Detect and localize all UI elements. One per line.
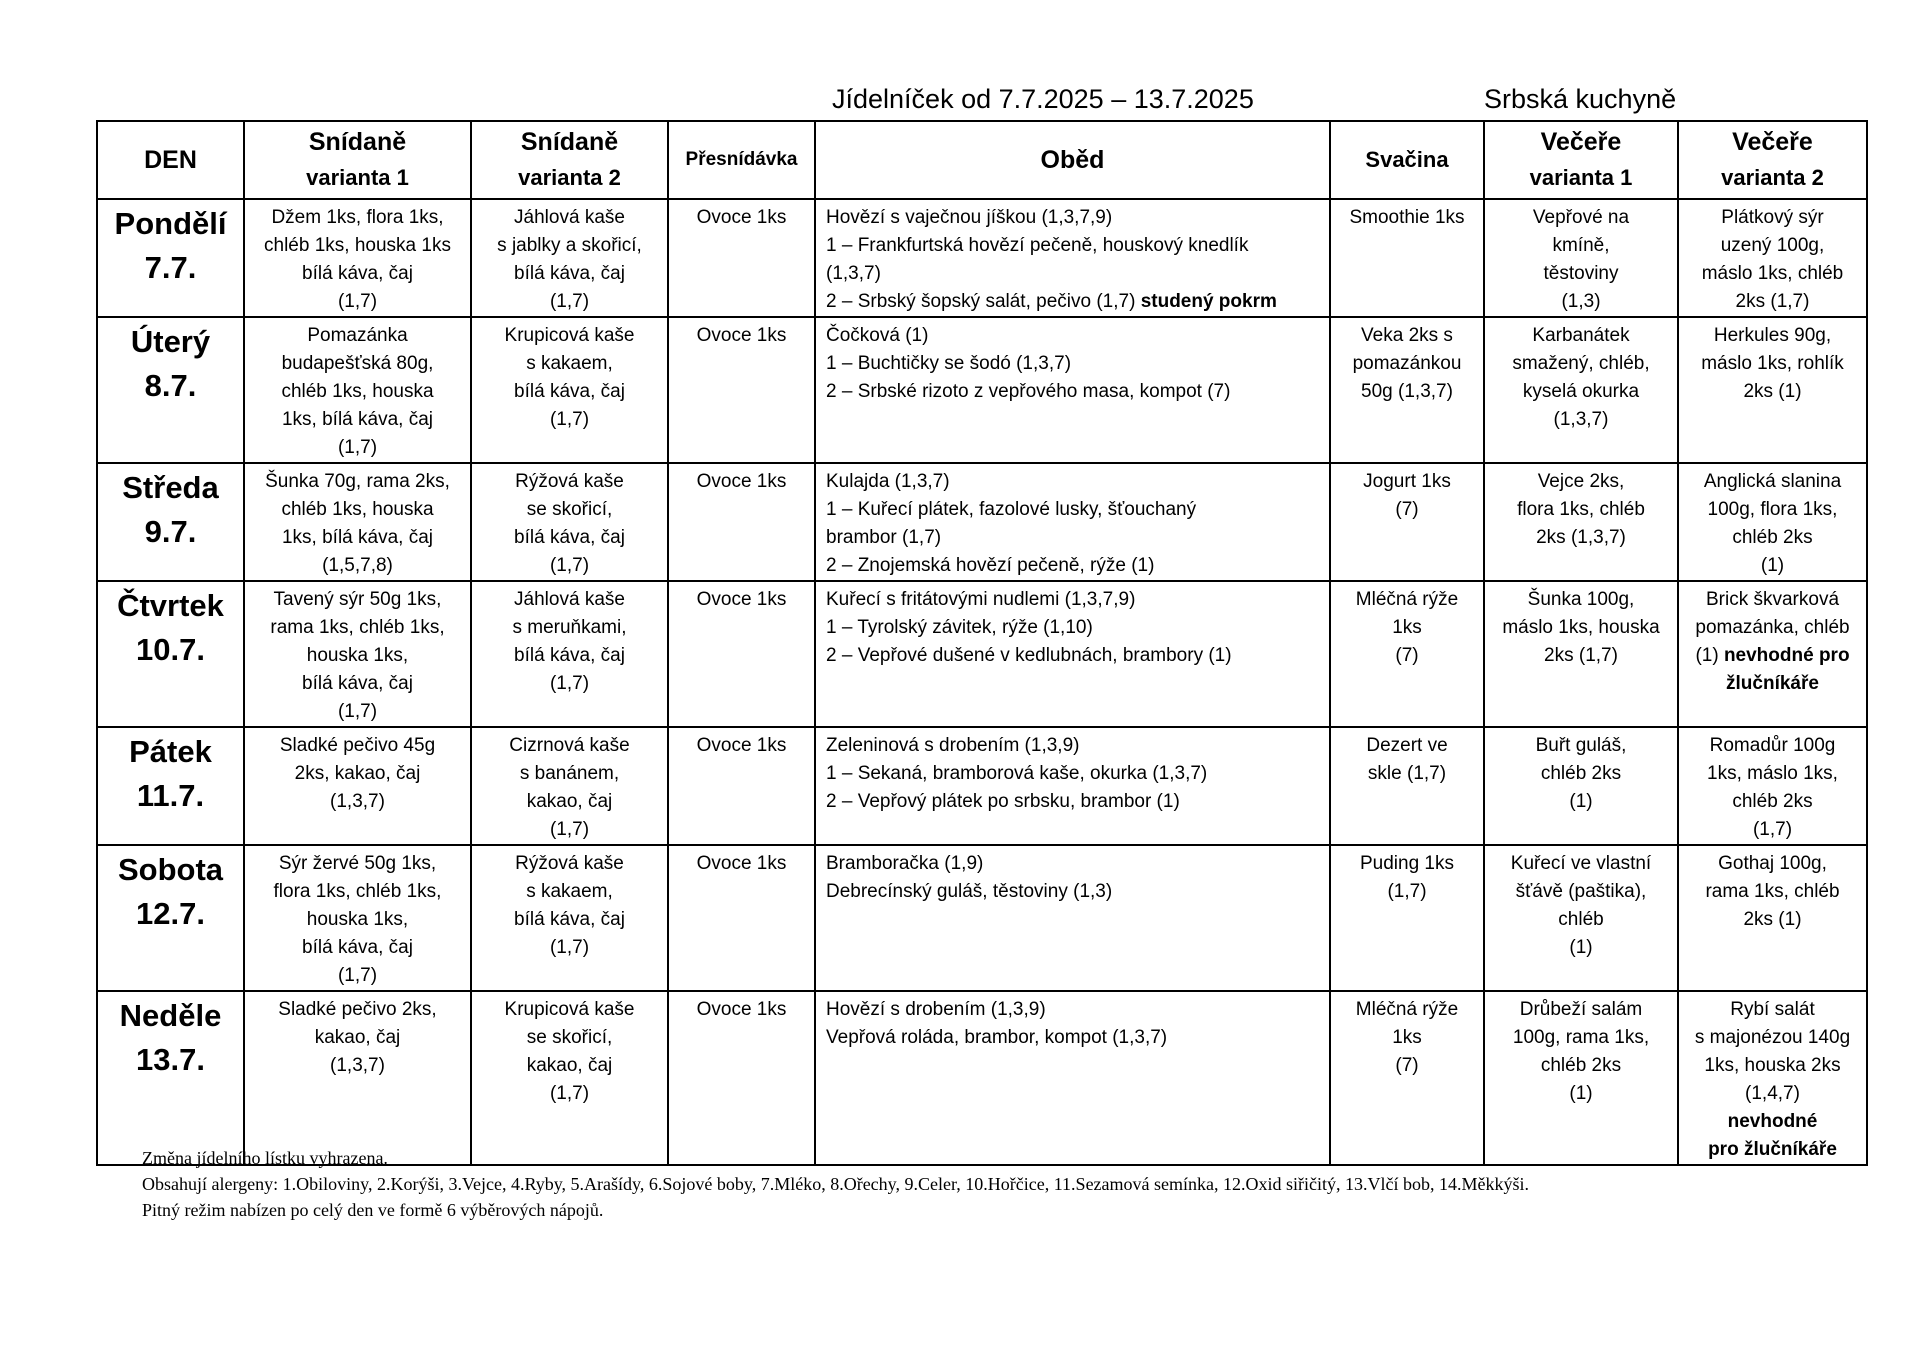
breakfast-2-cell: Rýžová kaše se skořicí, bílá káva, čaj (1,7) [471,463,668,581]
col-header-breakfast-2: Snídaně varianta 2 [471,121,668,199]
dinner-1-cell: Karbanátek smažený, chléb, kyselá okurka (1,3,7) [1484,317,1678,463]
morning-snack-cell: Ovoce 1ks [668,199,815,317]
morning-snack-cell: Ovoce 1ks [668,463,815,581]
lunch-cell: Čočková (1) 1 – Buchtičky se šodó (1,3,7) 2 – Srbské rizoto z vepřového masa, kompot (7) [815,317,1330,463]
lunch-cell: Kulajda (1,3,7) 1 – Kuřecí plátek, fazolové lusky, šťouchaný brambor (1,7) 2 – Znojemská hovězí pečeně, rýže (1) [815,463,1330,581]
afternoon-snack-cell: Smoothie 1ks [1330,199,1484,317]
lunch-cell: Hovězí s vaječnou jíškou (1,3,7,9) 1 – Frankfurtská hovězí pečeně, houskový knedlík (1,3,7) 2 – Srbský šopský salát, pečivo (1,7) studený pokrm [815,199,1330,317]
afternoon-snack-cell: Jogurt 1ks (7) [1330,463,1484,581]
breakfast-1-cell: Tavený sýr 50g 1ks, rama 1ks, chléb 1ks, houska 1ks, bílá káva, čaj (1,7) [244,581,471,727]
lunch-cell: Hovězí s drobením (1,3,9) Vepřová roláda, brambor, kompot (1,3,7) [815,991,1330,1165]
table-row [97,317,1867,463]
breakfast-1-cell: Sýr žervé 50g 1ks, flora 1ks, chléb 1ks, houska 1ks, bílá káva, čaj (1,7) [244,845,471,991]
dinner-2-cell: Rybí salát s majonézou 140g 1ks, houska 2ks (1,4,7) nevhodné pro žlučníkáře [1678,991,1867,1165]
breakfast-2-cell: Krupicová kaše s kakaem, bílá káva, čaj (1,7) [471,317,668,463]
morning-snack-cell: Ovoce 1ks [668,845,815,991]
gallbladder-warning: nevhodné pro [1723,645,1850,666]
col-header-breakfast-1: Snídaně varianta 1 [244,121,471,199]
table-row [97,991,1867,1165]
dinner-1-cell: Vejce 2ks, flora 1ks, chléb 2ks (1,3,7) [1484,463,1678,581]
day-cell: Středa 9.7. [97,463,244,581]
morning-snack-cell: Ovoce 1ks [668,317,815,463]
breakfast-2-cell: Cizrnová kaše s banánem, kakao, čaj (1,7) [471,727,668,845]
afternoon-snack-cell: Mléčná rýže 1ks (7) [1330,991,1484,1165]
day-cell: Pátek 11.7. [97,727,244,845]
dinner-1-cell: Šunka 100g, máslo 1ks, houska 2ks (1,7) [1484,581,1678,727]
afternoon-snack-cell: Mléčná rýže 1ks (7) [1330,581,1484,727]
dinner-2-cell: Romadůr 100g 1ks, máslo 1ks, chléb 2ks (1,7) [1678,727,1867,845]
breakfast-1-cell: Sladké pečivo 45g 2ks, kakao, čaj (1,3,7) [244,727,471,845]
morning-snack-cell: Ovoce 1ks [668,727,815,845]
lunch-cell: Zeleninová s drobením (1,3,9) 1 – Sekaná, bramborová kaše, okurka (1,3,7) 2 – Vepřový plátek po srbsku, brambor (1) [815,727,1330,845]
breakfast-2-cell: Rýžová kaše s kakaem, bílá káva, čaj (1,7) [471,845,668,991]
col-header-dinner-1: Večeře varianta 1 [1484,121,1678,199]
menu-change-note: Změna jídelního lístku vyhrazena. [142,1148,388,1168]
document-header [0,84,1920,120]
table-row [97,463,1867,581]
day-cell: Neděle 13.7. [97,991,244,1165]
weekly-menu-table [96,120,1868,1166]
day-cell: Sobota 12.7. [97,845,244,991]
header-row [97,121,1867,199]
breakfast-1-cell: Šunka 70g, rama 2ks, chléb 1ks, houska 1ks, bílá káva, čaj (1,5,7,8) [244,463,471,581]
table-row [97,199,1867,317]
menu-title: Jídelníček od 7.7.2025 – 13.7.2025 [832,84,1254,114]
dinner-1-cell: Vepřové na kmíně, těstoviny (1,3) [1484,199,1678,317]
dinner-2-cell: Brick škvarková pomazánka, chléb (1) nevhodné pro žlučníkáře [1678,581,1867,727]
morning-snack-cell: Ovoce 1ks [668,991,815,1165]
breakfast-1-cell: Sladké pečivo 2ks, kakao, čaj (1,3,7) [244,991,471,1165]
col-header-dinner-2: Večeře varianta 2 [1678,121,1867,199]
gallbladder-warning: nevhodné [1727,1111,1818,1132]
lunch-cell: Kuřecí s fritátovými nudlemi (1,3,7,9) 1 – Tyrolský závitek, rýže (1,10) 2 – Vepřové dušené v kedlubnách, brambory (1) [815,581,1330,727]
breakfast-2-cell: Krupicová kaše se skořicí, kakao, čaj (1,7) [471,991,668,1165]
dinner-2-cell: Herkules 90g, máslo 1ks, rohlík 2ks (1) [1678,317,1867,463]
dinner-1-cell: Kuřecí ve vlastní šťávě (paštika), chléb (1) [1484,845,1678,991]
afternoon-snack-cell: Veka 2ks s pomazánkou 50g (1,3,7) [1330,317,1484,463]
dinner-2-cell: Gothaj 100g, rama 1ks, chléb 2ks (1) [1678,845,1867,991]
dinner-1-cell: Buřt guláš, chléb 2ks (1) [1484,727,1678,845]
morning-snack-cell: Ovoce 1ks [668,581,815,727]
dinner-1-cell: Drůbeží salám 100g, rama 1ks, chléb 2ks (1) [1484,991,1678,1165]
breakfast-2-cell: Jáhlová kaše s meruňkami, bílá káva, čaj (1,7) [471,581,668,727]
table-row [97,845,1867,991]
col-header-morning-snack: Přesnídávka [668,121,815,199]
day-cell: Úterý 8.7. [97,317,244,463]
col-header-day: DEN [97,121,244,199]
col-header-lunch: Oběd [815,121,1330,199]
afternoon-snack-cell: Puding 1ks (1,7) [1330,845,1484,991]
day-cell: Čtvrtek 10.7. [97,581,244,727]
lunch-cell: Bramboračka (1,9) Debrecínský guláš, těstoviny (1,3) [815,845,1330,991]
allergen-list: Obsahují alergeny: 1.Obiloviny, 2.Korýši, 3.Vejce, 4.Ryby, 5.Arašídy, 6.Sojové boby, 7.Mléko, 8.Ořechy, 9.Celer, 10.Hořčice, 11.Sezamová semínka, 12.Oxid siřičitý, 13.Vlčí bob, 14.Měkkýši. [142,1174,1529,1194]
breakfast-2-cell: Jáhlová kaše s jablky a skořicí, bílá káva, čaj (1,7) [471,199,668,317]
cold-dish-note: studený pokrm [1140,291,1277,312]
cuisine-label: Srbská kuchyně [1484,84,1677,114]
table-row [97,581,1867,727]
day-cell: Pondělí 7.7. [97,199,244,317]
table-row [97,727,1867,845]
footer-notes [142,1145,1529,1223]
breakfast-1-cell: Pomazánka budapešťská 80g, chléb 1ks, houska 1ks, bílá káva, čaj (1,7) [244,317,471,463]
dinner-2-cell: Plátkový sýr uzený 100g, máslo 1ks, chléb 2ks (1,7) [1678,199,1867,317]
col-header-afternoon-snack: Svačina [1330,121,1484,199]
afternoon-snack-cell: Dezert ve skle (1,7) [1330,727,1484,845]
dinner-2-cell: Anglická slanina 100g, flora 1ks, chléb 2ks (1) [1678,463,1867,581]
drinks-note: Pitný režim nabízen po celý den ve formě 6 výběrových nápojů. [142,1200,604,1220]
breakfast-1-cell: Džem 1ks, flora 1ks, chléb 1ks, houska 1ks bílá káva, čaj (1,7) [244,199,471,317]
